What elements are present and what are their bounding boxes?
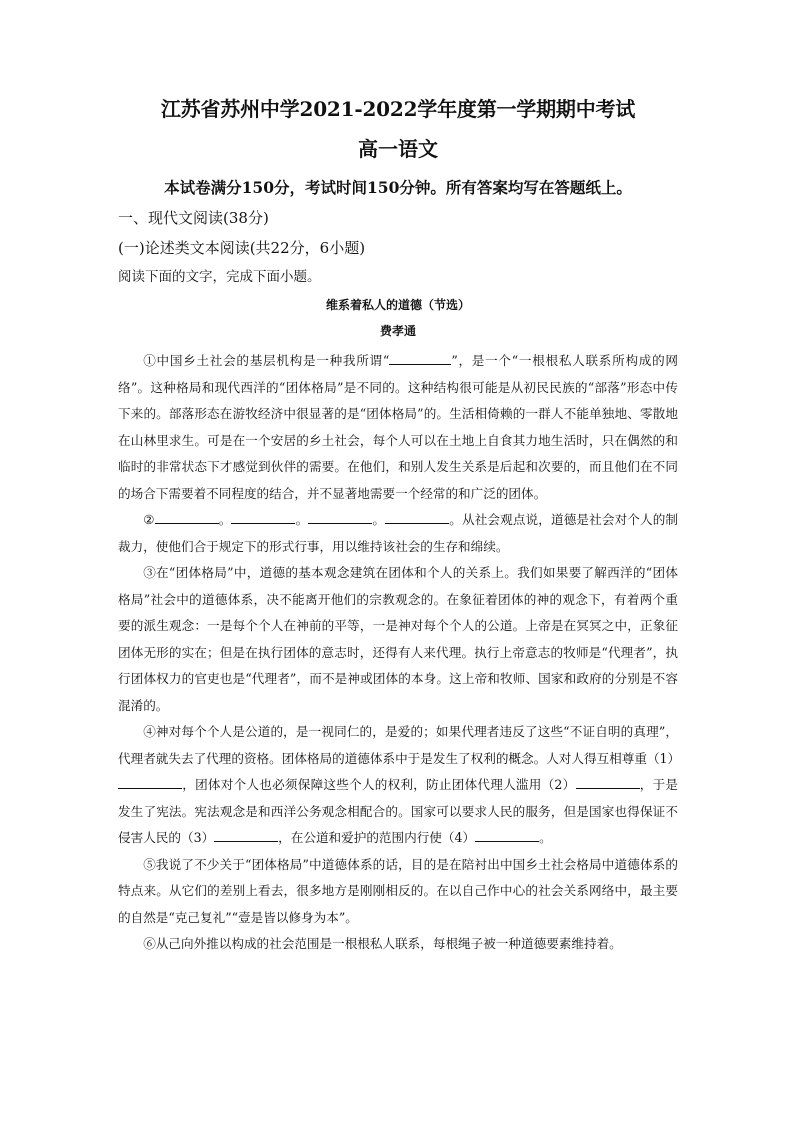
answer-blank-3 bbox=[214, 827, 278, 842]
paragraph-5: ⑤我说了不少关于“团体格局”中道德体系的话，目的是在陪衬出中国乡土社会格局中道德体系的特点来。从它们的差别上看去，很多地方是刚刚相反的。在以自己作中心的社会关系网络中，最主要的自然是“克己复礼”“壹是皆以修身为本”。 bbox=[118, 856, 678, 925]
paragraph-3: ③在“团体格局”中，道德的基本观念建筑在团体和个人的关系上。我们如果要了解西洋的“团体格局”社会中的道德体系，决不能离开他们的宗教观念的。在象征着团体的神的观念下，有着两个重要的派生观念：一是每个个人在神前的平等，一是神对每个个人的公道。上帝是在冥冥之中，正象征团体无形的实在；但是在执行团体的意志时，还得有人来代理。执行上帝意志的牧师是“代理者”，执行团体权力的官吏也是“代理者”，而不是神或团体的本身。这上帝和牧师、国家和政府的分别是不容混淆的。 bbox=[118, 565, 678, 713]
answer-blank-1 bbox=[118, 774, 182, 789]
paragraph-2 bbox=[118, 507, 678, 560]
paragraph-2-text: 。从社会观点说，道德是社会对个人的制裁力，使他们合于规定下的形式行事，用以维持该社会的生存和绵续。 bbox=[118, 512, 679, 554]
paragraph-4-text-b: ，团体对个人也必须保障这些个人的权利，防止团体代理人滥用（2） bbox=[182, 777, 576, 792]
answer-blank bbox=[385, 509, 449, 524]
separator: 。 bbox=[372, 512, 386, 527]
reading-instruction: 阅读下面的文字，完成下面小题。 bbox=[118, 269, 321, 285]
paragraph-1-text-b: ”，是一个“一根根私人联系所构成的网络”。这种格局和现代西洋的“团体格局”是不同的。这种结构很可能是从初民民族的“部落”形态中传下来的。部落形态在游牧经济中很显著的是“团体格局”的。生活相倚赖的一群人不能单独地、零散地在山林里求生。可是在一个安居的乡土社会，每个人可以在土地上自食其力地生活时，只在偶然的和临时的非常状态下才感觉到伙伴的需要。在他们，和别人发生关系是后起和次要的，而且他们在不同的场合下需要着不同程度的结合，并不显著地需要一个经常的和广泛的团体。 bbox=[118, 353, 678, 501]
answer-blank bbox=[231, 509, 295, 524]
paragraph-6: ⑥从己向外推以构成的社会范围是一根根私人联系，每根绳子被一种道德要素维持着。 bbox=[143, 936, 622, 951]
paragraph-4-text-e: 。 bbox=[539, 830, 552, 845]
section-heading: 一、现代文阅读(38分) bbox=[118, 209, 269, 227]
subsection-heading: (一)论述类文本阅读(共22分，6小题) bbox=[118, 239, 366, 257]
answer-blank bbox=[308, 509, 372, 524]
article-author: 费孝通 bbox=[379, 324, 416, 338]
paragraph-4-text-a: ④神对每个个人是公道的，是一视同仁的，是爱的；如果代理者违反了这些“不证自明的真理”，代理者就失去了代理的资格。团体格局的道德体系中于是发生了权利的概念。人对人得互相尊重（1） bbox=[118, 724, 681, 766]
exam-page bbox=[118, 94, 681, 958]
paragraph-2-number: ② bbox=[143, 512, 155, 527]
paragraph-4-text-d: ，在公道和爱护的范围内行使（4） bbox=[278, 830, 476, 845]
answer-blank-2 bbox=[576, 774, 640, 789]
paragraph-1-text-a: ①中国乡土社会的基层机构是一种我所谓“ bbox=[143, 353, 390, 368]
answer-blank bbox=[155, 509, 219, 524]
paragraph-4-text-c: ，于是发生了宪法。宪法观念是和西洋公务观念相配合的。国家可以要求人民的服务，但是国家也得保证不侵害人民的（3） bbox=[118, 777, 679, 845]
separator: 。 bbox=[295, 512, 309, 527]
exam-subject: 高一语文 bbox=[358, 137, 438, 161]
paragraph-1 bbox=[118, 348, 678, 507]
article-title: 维系着私人的道德（节选） bbox=[325, 298, 470, 312]
article-body bbox=[118, 348, 681, 958]
answer-blank bbox=[389, 350, 451, 365]
paragraph-4 bbox=[118, 719, 681, 852]
exam-title: 江苏省苏州中学2021-2022学年度第一学期期中考试 bbox=[160, 97, 636, 121]
separator: 。 bbox=[218, 512, 232, 527]
answer-blank-4 bbox=[475, 827, 539, 842]
exam-notice: 本试卷满分150分，考试时间150分钟。所有答案均写在答题纸上。 bbox=[164, 178, 632, 197]
